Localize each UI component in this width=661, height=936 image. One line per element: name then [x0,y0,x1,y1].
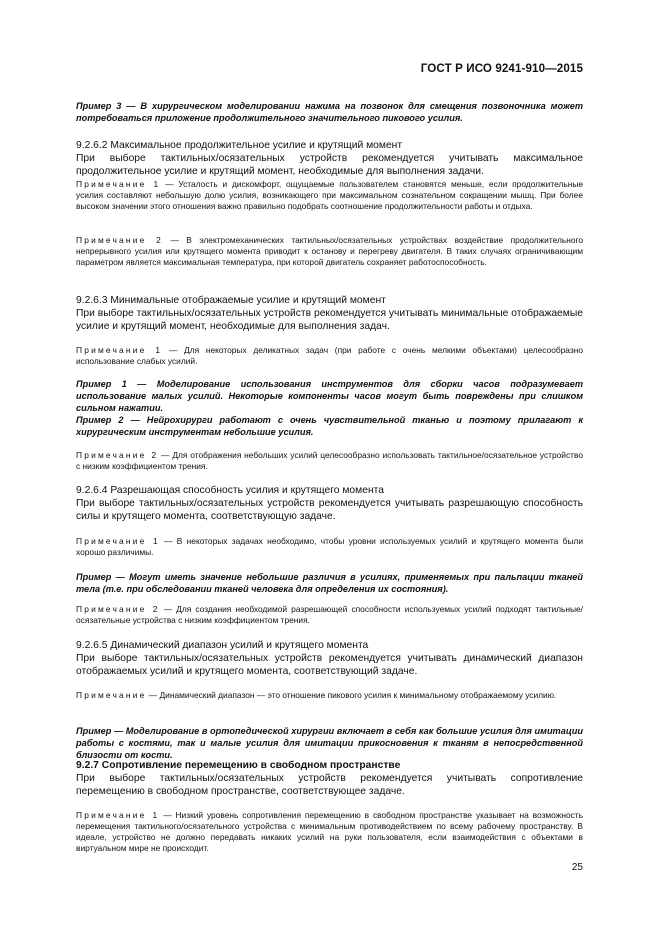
note-label: Примечание 2 [76,604,160,614]
paragraph-9-2-6-3: При выборе тактильных/осязательных устройств рекомендуется учитывать минимальные отображаемые усилие и крутящий момент, необходимые для выполнения задач. [76,308,583,333]
note-label: Примечание 1 [76,345,163,355]
paragraph-9-2-6-4: При выборе тактильных/осязательных устройств рекомендуется учитывать разрешающую способность силы и крутящего момента, соответствующую задаче. [76,498,583,523]
note-1-9-2-6-2 [76,179,583,212]
heading-9-2-7: 9.2.7 Сопротивление перемещению в свободном пространстве [76,760,401,771]
note-2-9-2-6-3 [76,450,583,472]
note-label: Примечание [76,690,147,700]
note-9-2-6-5 [76,690,583,701]
note-label: Примечание 1 [76,810,160,820]
note-text: — Для создания необходимой разрешающей способности используемых усилий подходят тактильные/осязательные устройства с низким коэффициентом трения. [76,604,584,625]
note-text: — Усталость и дискомфорт, ощущаемые пользователем становятся меньше, если продолжительные усилия составляют небольшую долю усилия, возникающего при максимальном сознательном сокращении мышц. При более высоком значении этого отношения важно правильно подобрать соотношение продолжительности работы и отдыха. [76,179,583,211]
paragraph-9-2-6-2: При выборе тактильных/осязательных устройств рекомендуется учитывать максимальное продолжительное усилие и крутящий момент, необходимые для выполнения задачи. [76,153,583,178]
example-3: Пример 3 — В хирургическом моделировании нажима на позвонок для смещения позвоночника может потребоваться приложение продолжительного значительного пикового усилия. [76,101,583,123]
example-9-2-6-4: Пример — Могут иметь значение небольшие различия в усилиях, применяемых при пальпации тканей тела (т.е. при обследовании тканей человека для определения их состояния). [76,572,583,594]
note-text: — В электромеханических тактильных/осязательных устройствах воздействие продолжительного непрерывного усилия или крутящего момента приводит к останову и перегреву двигателя. В таких случаях ограничивающим параметром является максимальная температура, при которой двигатель сохраняет работоспособность. [76,235,584,267]
note-text: — Низкий уровень сопротивления перемещению в свободном пространстве указывает на возможность перемещения тактильного/осязательного устройства с минимальным противодействием по всему рабочему пространству. В идеале, устройство не должно передавать никаких усилий на руки пользователя, если взаимодействия с объектами в виртуальном мире не происходит. [76,810,584,853]
heading-9-2-6-3: 9.2.6.3 Минимальные отображаемые усилие и крутящий момент [76,295,386,306]
note-2-9-2-6-4 [76,604,583,626]
paragraph-9-2-7: При выборе тактильных/осязательных устройств рекомендуется учитывать сопротивление перемещению в свободном пространстве, соответствующее задаче. [76,773,583,798]
document-header: ГОСТ Р ИСО 9241-910—2015 [420,62,583,75]
note-1-9-2-6-3 [76,345,583,367]
note-text: — Динамический диапазон — это отношение пикового усилия к минимальному отображаемому усилию. [146,690,557,700]
note-label: Примечание 2 [76,235,163,245]
example-1-9-2-6-3: Пример 1 — Моделирование использования инструментов для сборки часов подразумевает использование малых усилий. Некоторые компоненты часов могут быть повреждены при слишком сильном нажатии. [76,379,583,413]
page-number: 25 [571,862,583,873]
note-2-9-2-6-2 [76,235,583,268]
paragraph-9-2-6-5: При выборе тактильных/осязательных устройств рекомендуется учитывать динамический диапазон отображаемых усилий и крутящего момента, соответствующий задаче. [76,653,583,678]
note-1-9-2-7 [76,810,583,854]
note-text: — В некоторых задачах необходимо, чтобы уровни используемых усилий и крутящего момента были хорошо различимы. [76,536,583,557]
note-label: Примечание 2 [76,450,159,460]
note-text: — Для некоторых деликатных задач (при работе с очень мелкими объектами) целесообразно использование слабых усилий. [76,345,583,366]
note-label: Примечание 1 [76,179,161,189]
note-label: Примечание 1 [76,536,160,546]
heading-9-2-6-5: 9.2.6.5 Динамический диапазон усилий и крутящего момента [76,640,369,651]
note-1-9-2-6-4 [76,536,583,558]
heading-9-2-6-2: 9.2.6.2 Максимальное продолжительное усилие и крутящий момент [76,140,403,151]
heading-9-2-6-4: 9.2.6.4 Разрешающая способность усилия и крутящего момента [76,485,384,496]
note-text: — Для отображения небольших усилий целесообразно использовать тактильное/осязательное устройство с низким коэффициентом трения. [76,450,583,471]
example-9-2-6-5: Пример — Моделирование в ортопедической хирургии включает в себя как большие усилия для имитации работы с костями, так и малые усилия для имитации прикосновения к тканям в непосредственной близости от кости. [76,726,583,760]
example-2-9-2-6-3: Пример 2 — Нейрохирурги работают с очень чувствительной тканью и поэтому прилагают к хирургическим инструментам небольшие усилия. [76,415,583,437]
